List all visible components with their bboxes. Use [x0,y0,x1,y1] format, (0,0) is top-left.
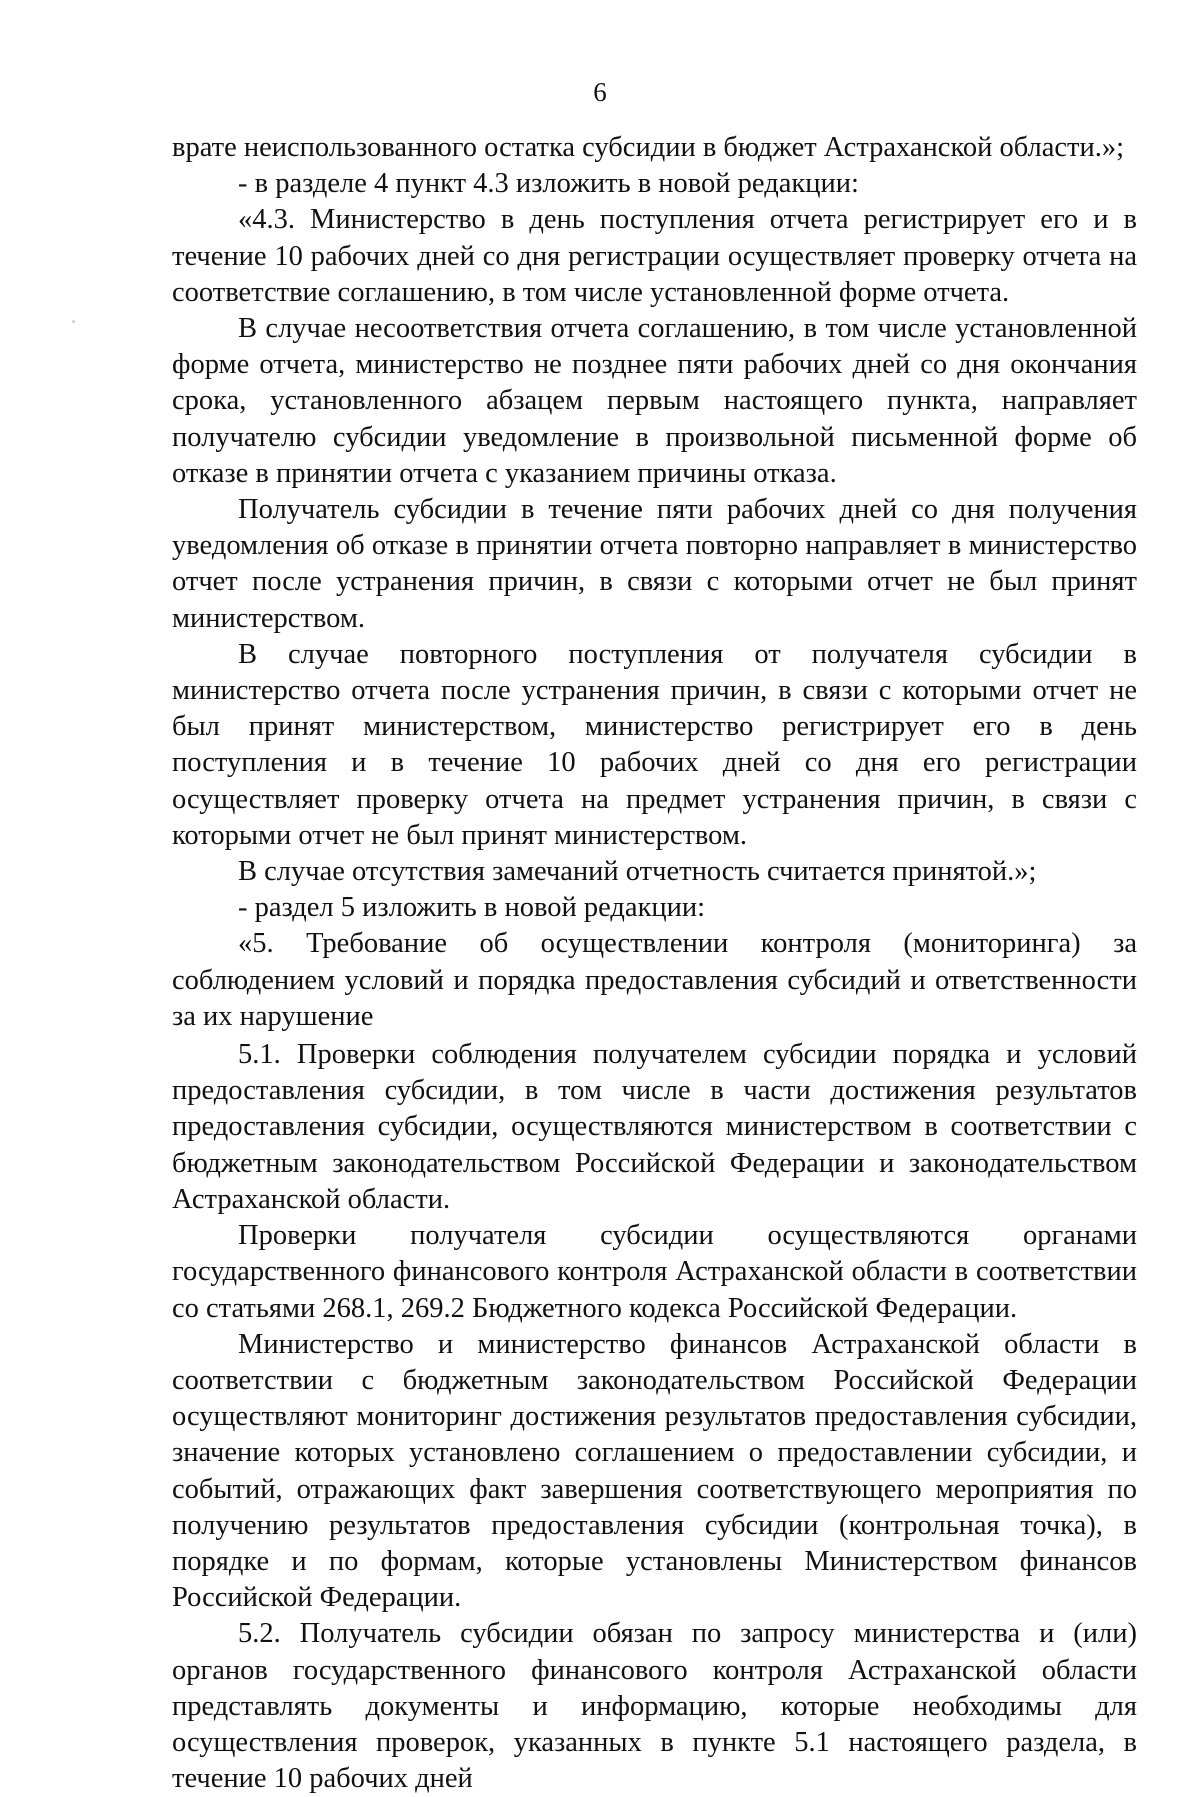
page-number: 6 [593,77,607,107]
paragraph-2: - в разделе 4 пункт 4.3 изложить в новой редакции: [238,168,859,200]
scan-speck [72,320,75,323]
paragraph-4: В случае несоответствия отчета соглашению, в том числе установленной форме отчета, министерство не позднее пяти рабочих дней со дня окончания срока, установленного абзацем первым настоящего пункта, направляет получателю субсидии уведомление в произвольной письменной форме об отказе в принятии отчета с указанием причины отказа. [172,313,1137,489]
paragraph-3: «4.3. Министерство в день поступления отчета регистрирует его и в течение 10 рабочих дней со дня регистрации осуществляет проверку отчета на соответствие соглашению, в том числе установленной форме отчета. [172,204,1137,308]
paragraph-12: Министерство и министерство финансов Астраханской области в соответствии с бюджетным законодательством Российской Федерации осуществляют мониторинг достижения результатов предоставления субсидии, значение которых установлено соглашением о предоставлении субсидии, и событий, отражающих факт завершения соответствующего мероприятия по получению результатов предоставления субсидии (контрольная точка), в порядке и по формам, которые установлены Министерством финансов Российской Федерации. [172,1328,1137,1614]
document-body [172,130,1137,1797]
paragraph-5: Получатель субсидии в течение пяти рабочих дней со дня получения уведомления об отказе в принятии отчета повторно направляет в министерство отчет после устранения причин, в связи с которыми отчет не был принят министерством. [172,494,1137,634]
paragraph-7: В случае отсутствия замечаний отчетность считается принятой.»; [238,856,1037,888]
paragraph-13: 5.2. Получатель субсидии обязан по запросу министерства и (или) органов государственного финансового контроля Астраханской области представлять документы и информацию, которые необходимы для осуществления проверок, указанных в пункте 5.1 настоящего раздела, в течение 10 рабочих дней [172,1618,1137,1795]
paragraph-10: 5.1. Проверки соблюдения получателем субсидии порядка и условий предоставления субсидии, в том числе в части достижения результатов предоставления субсидии, осуществляются министерством в соответствии с бюджетным законодательством Российской Федерации и законодательством Астраханской области. [172,1039,1137,1215]
paragraph-1: врате неиспользованного остатка субсидии в бюджет Астраханской области.»; [172,132,1125,163]
paragraph-11: Проверки получателя субсидии осуществляются органами государственного финансового контроля Астраханской области в соответствии со статьями 268.1, 269.2 Бюджетного кодекса Российской Федерации. [172,1220,1137,1324]
paragraph-6: В случае повторного поступления от получателя субсидии в министерство отчета после устранения причин, в связи с которыми отчет не был принят министерством, министерство регистрирует его в день поступления и в течение 10 рабочих дней со дня его регистрации осуществляет проверку отчета на предмет устранения причин, в связи с которыми отчет не был принят министерством. [172,638,1137,851]
paragraph-9: «5. Требование об осуществлении контроля (мониторинга) за соблюдением условий и порядка предоставления субсидий и ответственности за их нарушение [172,928,1137,1032]
paragraph-8: - раздел 5 изложить в новой редакции: [238,892,706,924]
